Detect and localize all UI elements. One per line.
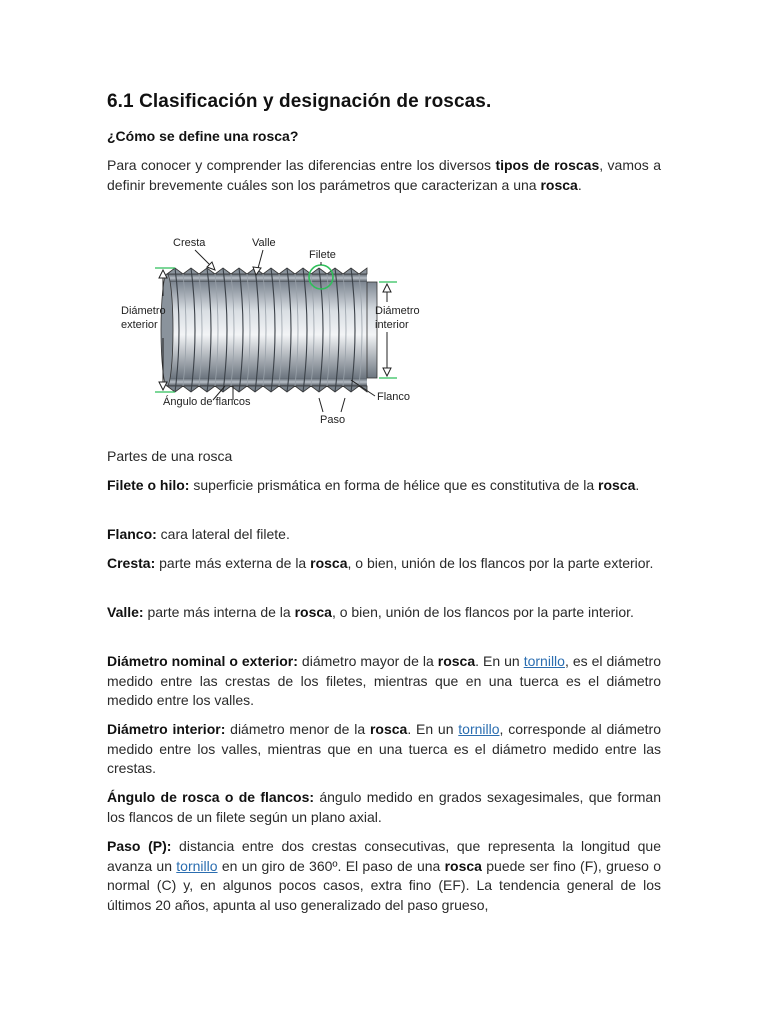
- bold-term: rosca: [294, 604, 332, 620]
- term-label: Flanco:: [107, 526, 157, 542]
- term-label: Filete o hilo:: [107, 477, 190, 493]
- term-label: Cresta:: [107, 555, 156, 571]
- label-paso: Paso: [320, 414, 346, 426]
- label-angulo-flancos: Ángulo de flancos: [163, 396, 251, 408]
- page-title: 6.1 Clasificación y designación de roscas.: [107, 91, 492, 112]
- intro-paragraph: [107, 156, 661, 195]
- definition-angulo: [107, 788, 661, 827]
- definition-text: parte más externa de la: [155, 555, 311, 571]
- definition-diametro-exterior: [107, 652, 661, 711]
- term-label: Diámetro interior:: [107, 721, 226, 737]
- label-filete: Filete: [309, 249, 336, 261]
- definition-text: ángulo medido en grados sexagesimales, que forman los flancos de un filete según un plano axial.: [107, 789, 662, 825]
- definition-text: , corresponde al diámetro medido entre los valles, mientras que en una tuerca es el diámetro medido entre las crestas.: [107, 721, 661, 776]
- definition-text: parte más interna de la: [143, 604, 295, 620]
- definition-text: en un giro de 360º. El paso de una: [217, 857, 445, 874]
- bold-term: rosca: [310, 555, 348, 571]
- tornillo-link[interactable]: tornillo: [176, 857, 218, 874]
- definition-text: . En un: [475, 653, 524, 669]
- tornillo-link[interactable]: tornillo: [458, 721, 500, 737]
- tornillo-link[interactable]: tornillo: [523, 653, 565, 669]
- definition-text: .: [635, 477, 640, 493]
- definition-text: diámetro mayor de la: [297, 653, 438, 669]
- definition-text: , es el diámetro medido entre las crestas de los filetes, mientras que en una tuerca es el diámetro medido entre los valles.: [107, 653, 661, 708]
- definition-text: cara lateral del filete.: [156, 526, 290, 542]
- label-valle: Valle: [252, 237, 276, 249]
- definition-text: . En un: [407, 721, 459, 737]
- definition-paso: [107, 837, 661, 915]
- label-cresta: Cresta: [173, 237, 206, 249]
- label-flanco: Flanco: [377, 391, 411, 403]
- label-diametro-interior-1: Diámetro: [375, 305, 420, 317]
- parts-title: Partes de una rosca: [107, 448, 233, 464]
- term-label: Diámetro nominal o exterior:: [107, 653, 298, 669]
- label-diametro-exterior-1: Diámetro: [121, 305, 166, 317]
- bold-term: rosca: [598, 477, 636, 493]
- intro-bold-term: rosca: [540, 176, 578, 193]
- term-label: Valle:: [107, 604, 144, 620]
- definition-text: distancia entre dos crestas consecutivas, que representa la longitud que avanza un: [107, 838, 661, 874]
- term-label: Paso (P):: [107, 838, 172, 854]
- intro-text: Para conocer y comprender las diferencias entre los diversos: [107, 157, 496, 173]
- definition-text: , o bien, unión de los flancos por la parte exterior.: [347, 555, 654, 571]
- definition-text: superficie prismática en forma de hélice que es constitutiva de la: [189, 477, 598, 493]
- definition-cresta: [107, 554, 661, 574]
- definition-valle: [107, 603, 661, 623]
- label-diametro-interior-2: interior: [375, 319, 409, 331]
- bold-term: rosca: [437, 653, 476, 669]
- label-diametro-exterior-2: exterior: [121, 319, 158, 331]
- bold-term: rosca: [369, 721, 408, 737]
- intro-bold-term: tipos de roscas: [495, 157, 600, 173]
- thread-diagram: [117, 230, 427, 435]
- section-question: ¿Cómo se define una rosca?: [107, 128, 299, 144]
- intro-text: , vamos a definir brevemente cuáles son los parámetros que caracterizan a una: [107, 157, 661, 193]
- definition-flanco: [107, 525, 661, 545]
- threaded-rod-illustration: [161, 268, 377, 392]
- term-label: Ángulo de rosca o de flancos:: [107, 789, 315, 805]
- definition-text: puede ser fino (F), grueso o normal (C) y, en algunos pocos casos, extra fino (EF). La tendencia general de los últimos 20 años, apunta al uso generalizado del paso grueso,: [107, 857, 661, 913]
- definition-filete: [107, 476, 661, 496]
- definition-diametro-interior: [107, 720, 661, 779]
- definition-text: , o bien, unión de los flancos por la parte interior.: [331, 604, 634, 620]
- definition-text: diámetro menor de la: [225, 721, 370, 737]
- intro-text: .: [577, 176, 582, 193]
- bold-term: rosca: [444, 857, 482, 874]
